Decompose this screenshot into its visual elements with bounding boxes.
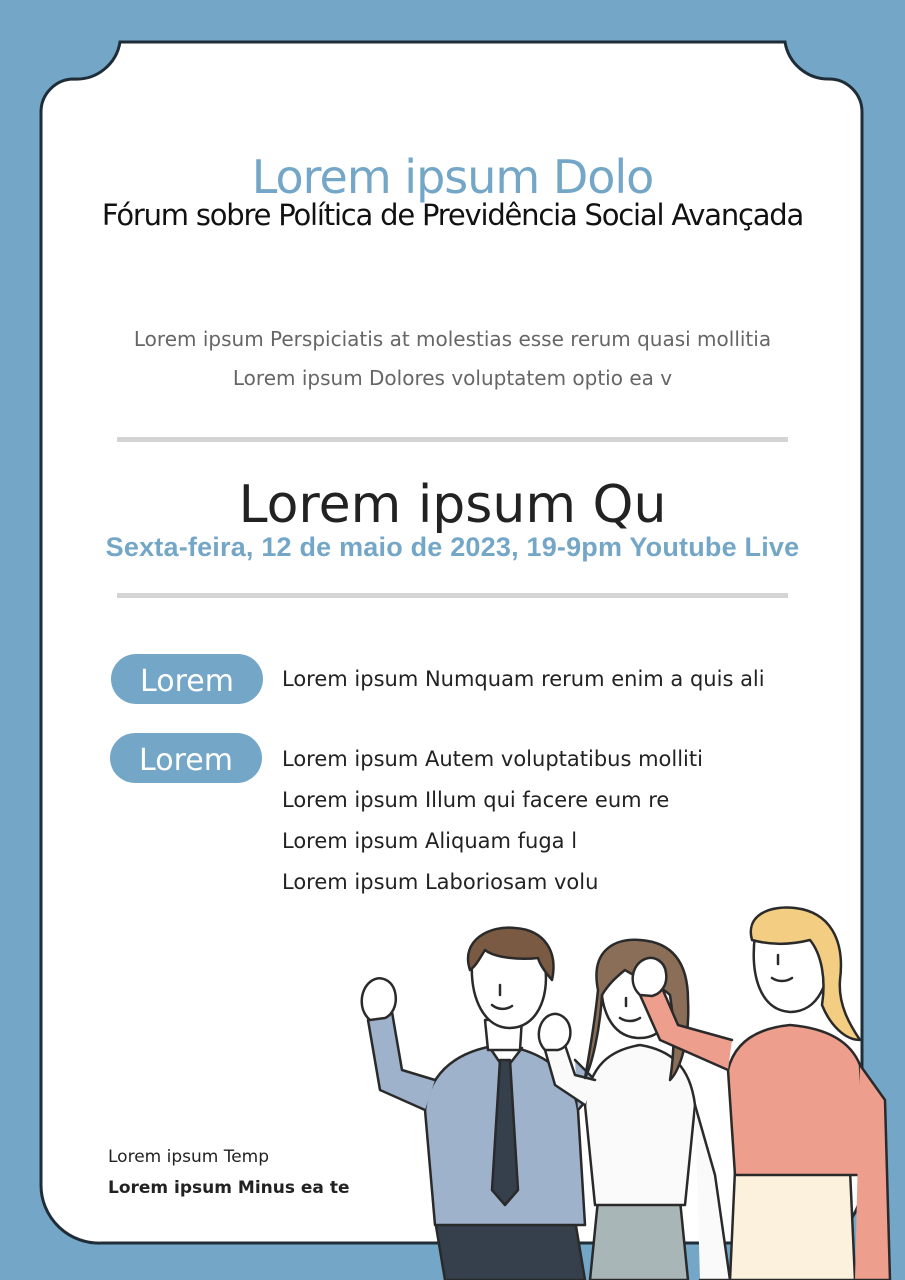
- detail-1-line-1: Lorem ipsum Numquam rerum enim a quis ali: [282, 667, 765, 691]
- event-date: Sexta-feira, 12 de maio de 2023, 19-9pm Youtube Live: [105, 532, 800, 562]
- footer-line-1: Lorem ipsum Temp: [108, 1147, 270, 1167]
- event-title: Lorem ipsum Qu: [238, 475, 667, 535]
- detail-2-line-4: Lorem ipsum Laboriosam volu: [282, 870, 599, 894]
- people-illustration: [340, 900, 905, 1280]
- poster-title: Lorem ipsum Dolo: [251, 150, 654, 204]
- footer-line-2: Lorem ipsum Minus ea te: [108, 1178, 350, 1198]
- intro-line-1: Lorem ipsum Perspiciatis at molestias esse rerum quasi mollitia: [133, 327, 772, 351]
- detail-2-line-1: Lorem ipsum Autem voluptatibus molliti: [282, 747, 703, 771]
- detail-label-1: Lorem: [111, 654, 263, 704]
- man-figure: [362, 928, 600, 1280]
- divider-top: [117, 437, 788, 442]
- intro-line-2: Lorem ipsum Dolores voluptatem optio ea v: [232, 366, 673, 390]
- divider-bottom: [117, 593, 788, 598]
- poster-subtitle: Fórum sobre Política de Previdência Social Avançada: [101, 198, 804, 232]
- detail-2-line-3: Lorem ipsum Aliquam fuga l: [282, 829, 578, 853]
- detail-2-line-2: Lorem ipsum Illum qui facere eum re: [282, 788, 670, 812]
- detail-label-2: Lorem: [110, 733, 262, 783]
